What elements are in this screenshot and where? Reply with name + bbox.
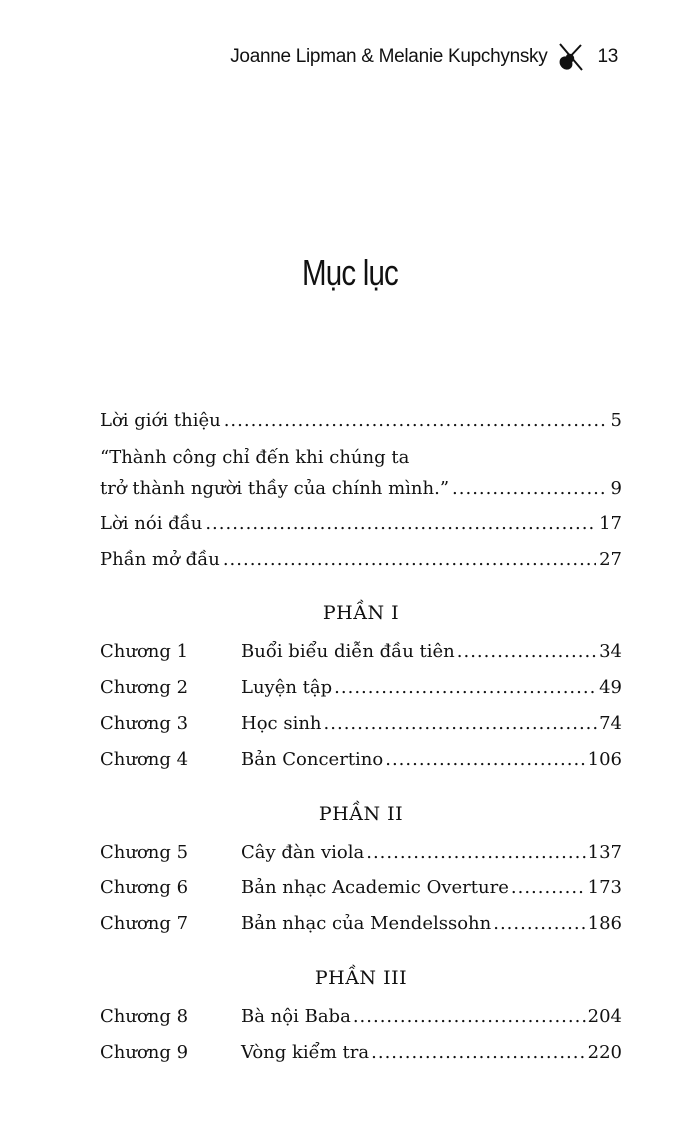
toc-entry[interactable] xyxy=(100,549,622,579)
chapter-number: Chương 6 xyxy=(100,877,189,898)
dot-leader xyxy=(223,549,596,570)
chapter-number: Chương 2 xyxy=(100,677,189,698)
chapter-entry[interactable] xyxy=(100,1042,622,1072)
dot-leader xyxy=(457,641,597,662)
chapter-page: 34 xyxy=(599,641,622,662)
chapter-entry[interactable] xyxy=(100,913,622,943)
chapter-number: Chương 1 xyxy=(100,641,189,662)
violin-icon xyxy=(557,42,585,72)
chapter-page: 137 xyxy=(587,842,622,863)
dot-leader xyxy=(493,913,585,934)
entry-page: 17 xyxy=(599,513,622,534)
entry-page: 27 xyxy=(599,549,622,570)
chapter-number: Chương 4 xyxy=(100,749,189,770)
chapter-title: Bà nội Baba xyxy=(241,1006,351,1027)
chapter-page: 173 xyxy=(587,877,622,898)
chapter-title: Bản Concertino xyxy=(241,749,384,770)
chapter-page: 204 xyxy=(587,1006,622,1027)
chapter-number: Chương 3 xyxy=(100,713,189,734)
chapter-page: 74 xyxy=(599,713,622,734)
chapter-number: Chương 7 xyxy=(100,913,189,934)
entry-label: Lời giới thiệu xyxy=(100,410,221,431)
chapter-page: 49 xyxy=(599,677,622,698)
chapter-title: Buổi biểu diễn đầu tiên xyxy=(241,641,455,662)
dot-leader xyxy=(205,513,596,534)
entry-label: Lời nói đầu xyxy=(100,513,203,534)
chapter-entry[interactable] xyxy=(100,713,622,743)
dot-leader xyxy=(385,749,585,770)
dot-leader xyxy=(224,410,608,431)
chapter-entry[interactable] xyxy=(100,877,622,907)
dot-leader xyxy=(334,677,597,698)
chapter-title: Bản nhạc của Mendelssohn xyxy=(241,913,492,934)
page-title: Mục lục xyxy=(302,252,398,293)
chapter-title: Bản nhạc Academic Overture xyxy=(241,877,509,898)
chapter-entry[interactable] xyxy=(100,749,622,779)
chapter-number: Chương 5 xyxy=(100,842,189,863)
chapter-page: 106 xyxy=(587,749,622,770)
chapter-entry[interactable] xyxy=(100,842,622,872)
running-header xyxy=(230,42,618,72)
dot-leader xyxy=(366,842,585,863)
toc-entry[interactable] xyxy=(100,513,622,543)
dot-leader xyxy=(371,1042,586,1063)
dot-leader xyxy=(511,877,586,898)
toc-entry[interactable] xyxy=(100,478,622,508)
chapter-entry[interactable] xyxy=(100,1006,622,1036)
toc-entry[interactable] xyxy=(100,410,622,440)
part-heading: PHẦN I xyxy=(322,602,400,624)
chapter-title: Luyện tập xyxy=(241,677,333,698)
part-heading: PHẦN III xyxy=(314,967,408,989)
chapter-title: Học sinh xyxy=(241,713,322,734)
chapter-entry[interactable] xyxy=(100,641,622,671)
dot-leader xyxy=(452,478,608,499)
dot-leader xyxy=(353,1006,586,1027)
chapter-title: Cây đàn viola xyxy=(241,842,365,863)
toc-entry-line1: “Thành công chỉ đến khi chúng ta xyxy=(100,447,410,468)
entry-page: 9 xyxy=(610,478,622,499)
header-authors: Joanne Lipman & Melanie Kupchynsky xyxy=(230,46,548,67)
part-heading: PHẦN II xyxy=(318,803,404,825)
chapter-page: 186 xyxy=(587,913,622,934)
chapter-page: 220 xyxy=(587,1042,622,1063)
chapter-number: Chương 8 xyxy=(100,1006,189,1027)
entry-label: Phần mở đầu xyxy=(100,549,220,570)
chapter-entry[interactable] xyxy=(100,677,622,707)
chapter-number: Chương 9 xyxy=(100,1042,189,1063)
entry-label: trở thành người thầy của chính mình.” xyxy=(100,478,450,499)
entry-page: 5 xyxy=(610,410,622,431)
dot-leader xyxy=(324,713,598,734)
chapter-title: Vòng kiểm tra xyxy=(241,1042,370,1063)
header-page-number: 13 xyxy=(597,46,618,67)
